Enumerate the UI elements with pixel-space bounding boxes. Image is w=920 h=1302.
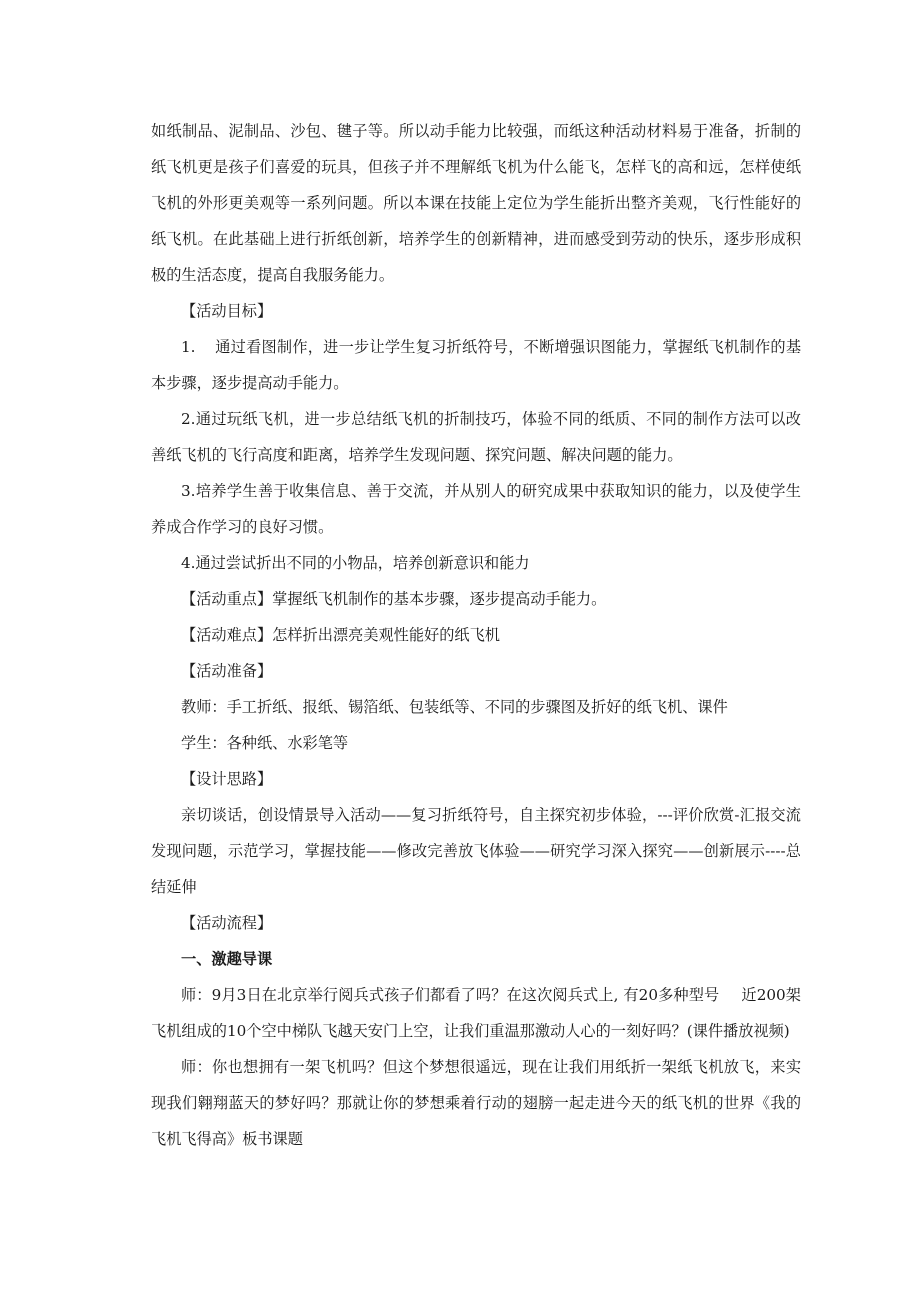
teacher-line-2: 师：你也想拥有一架飞机吗？但这个梦想很遥远，现在让我们用纸折一架纸飞机放飞，来实现我们翱翔蓝天的梦好吗？那就让你的梦想乘着行动的翅膀一起走进今天的纸飞机的世界《我的飞机飞得高》板书课题 [151, 1058, 801, 1148]
design-heading: 【设计思路】 [181, 770, 273, 788]
goal-1-text: 通过看图制作，进一步让学生复习折纸符号，不断增强识图能力，掌握纸飞机制作的基本步骤，逐步提高动手能力。 [151, 338, 801, 392]
prep-student: 学生：各种纸、水彩笔等 [181, 734, 349, 752]
difficulty: 【活动难点】怎样折出漂亮美观性能好的纸飞机 [181, 626, 500, 644]
section-1-heading: 一、激趣导课 [181, 950, 273, 968]
teacher-line-1-b: 近200架飞机组成的10个空中梯队飞越天安门上空，让我们重温那激动人心的一刻好吗？(课件播放视频) [151, 986, 801, 1040]
goal-3: 3.培养学生善于收集信息、善于交流，并从别人的研究成果中获取知识的能力，以及使学生养成合作学习的良好习惯。 [151, 482, 801, 536]
prep-teacher: 教师：手工折纸、报纸、锡箔纸、包装纸等、不同的步骤图及折好的纸飞机、课件 [181, 698, 728, 716]
design-text: 亲切谈话，创设情景导入活动——复习折纸符号，自主探究初步体验，---评价欣赏-汇报交流发现问题，示范学习，掌握技能——修改完善放飞体验——研究学习深入探究——创新展示----总结延伸 [151, 806, 801, 896]
goal-4: 4.通过尝试折出不同的小物品，培养创新意识和能力 [181, 554, 530, 572]
intro-paragraph: 如纸制品、泥制品、沙包、毽子等。所以动手能力比较强，而纸这种活动材料易于准备，折制的纸飞机更是孩子们喜爱的玩具，但孩子并不理解纸飞机为什么能飞，怎样飞的高和远，怎样使纸飞机的外形更美观等一系列问题。所以本课在技能上定位为学生能折出整齐美观，飞行性能好的纸飞机。在此基础上进行折纸创新，培养学生的创新精神，进而感受到劳动的快乐，逐步形成积极的生活态度，提高自我服务能力。 [151, 122, 801, 284]
teacher-line-1 [151, 977, 801, 1049]
prep-heading: 【活动准备】 [181, 662, 273, 680]
goals-heading: 【活动目标】 [181, 302, 273, 320]
goal-2: 2.通过玩纸飞机，进一步总结纸飞机的折制技巧，体验不同的纸质、不同的制作方法可以改善纸飞机的飞行高度和距离，培养学生发现问题、探究问题、解决问题的能力。 [151, 410, 801, 464]
document-page [151, 113, 801, 1157]
key-point: 【活动重点】掌握纸飞机制作的基本步骤，逐步提高动手能力。 [181, 590, 607, 608]
flow-heading: 【活动流程】 [181, 914, 273, 932]
goal-1-number: 1. [181, 338, 196, 356]
teacher-line-1-a: 师：9月3日在北京举行阅兵式孩子们都看了吗？在这次阅兵式上, 有20多种型号 [181, 986, 720, 1004]
goal-1 [151, 329, 801, 401]
